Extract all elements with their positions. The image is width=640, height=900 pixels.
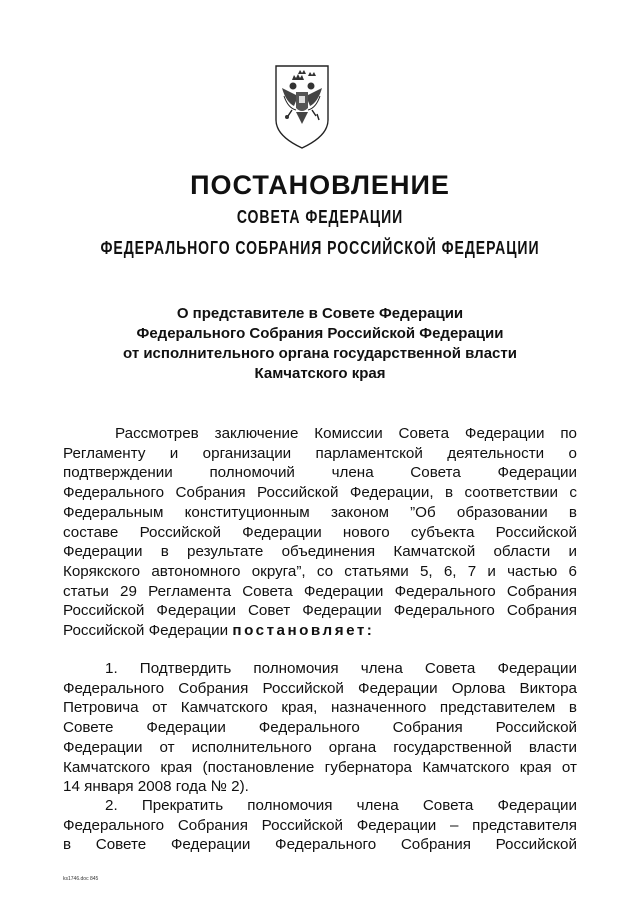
paragraph-preamble [63, 424, 577, 641]
text-line: составе Российской Федерации нового субъекта Российской [63, 523, 577, 541]
text-line: Федерального Собрания Российской Федерации – представителя [63, 816, 577, 834]
text-line: Регламенту и организации парламентской деятельности о [63, 444, 577, 462]
paragraph-item-1 [63, 659, 577, 797]
document-title: ПОСТАНОВЛЕНИЕ [190, 170, 450, 200]
text-line: Петровича от Камчатского края, назначенного представителем в [63, 699, 577, 717]
text-line: Федерального Собрания Российской Федерации Орлова Виктора [63, 679, 577, 697]
text-line: Российской Федерации Совет Федерации Федерального Собрания [63, 602, 577, 620]
heading-line: от исполнительного органа государственной власти [123, 345, 517, 362]
text-line: Рассмотрев заключение Комиссии Совета Федерации по [115, 425, 577, 442]
text-line: Корякского автономного округа”, со статьями 5, 6, 7 и частью 6 [63, 562, 577, 580]
text-line: статьи 29 Регламента Совета Федерации Федерального Собрания [63, 582, 577, 600]
text-line: Федерации от исполнительного органа государственной власти [63, 738, 577, 756]
heading-line: Федерального Собрания Российской Федерации [136, 325, 504, 342]
text-line: Совете Федерации Федерального Собрания Российской [63, 719, 577, 737]
coat-of-arms-icon [272, 62, 332, 150]
text-line: 2. Прекратить полномочия члена Совета Федерации [105, 797, 577, 814]
issuer-line-2: ФЕДЕРАЛЬНОГО СОБРАНИЯ РОССИЙСКОЙ ФЕДЕРАЦИИ [100, 238, 540, 258]
paragraph-item-2 [63, 796, 577, 855]
heading-line: О представителе в Совете Федерации [176, 305, 464, 322]
document-heading [70, 304, 570, 384]
decree-word: постановляет: [232, 622, 375, 640]
text-line [63, 621, 577, 641]
text-line: Камчатского края (постановление губернатора Камчатского края от [63, 758, 577, 776]
heading-line: Камчатского края [254, 365, 386, 382]
file-code: ks1746.doc 845 [63, 876, 99, 882]
text-line: 14 января 2008 года № 2). [63, 778, 249, 796]
text-line: подтверждении полномочий члена Совета Федерации [63, 464, 577, 482]
text-line: Федеральным конституционным законом ”Об образовании в [63, 503, 577, 521]
issuer-line-1: СОВЕТА ФЕДЕРАЦИИ [236, 207, 404, 227]
text-line: 1. Подтвердить полномочия члена Совета Федерации [105, 660, 577, 677]
text-line: в Совете Федерации Федерального Собрания Российской [63, 836, 577, 854]
text-line: Федерации в результате объединения Камчатской области и [63, 543, 577, 561]
text-line-start: Российской Федерации [63, 622, 229, 640]
text-line: Федерального Собрания Российской Федерации, в соответствии с [63, 484, 577, 502]
